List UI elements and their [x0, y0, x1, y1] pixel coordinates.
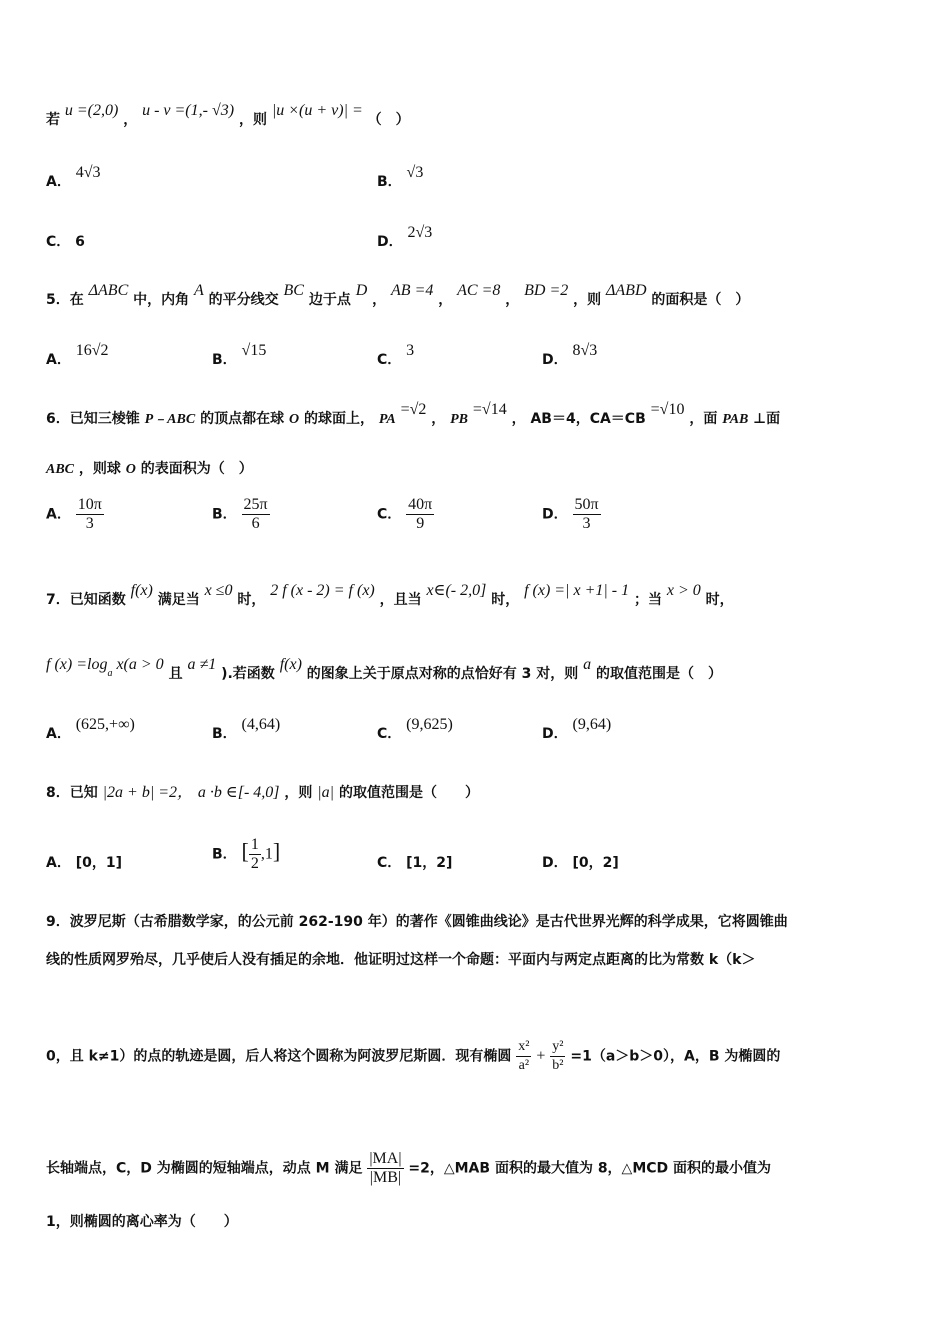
- q7-option-c[interactable]: C． (9,625): [377, 716, 453, 742]
- q6-option-b[interactable]: B． $\frac{25\pi}{6}$: [212, 496, 268, 532]
- q6-option-c[interactable]: C． $\frac{40\pi}{9}$: [377, 496, 433, 532]
- fraction: $\frac{1}{2}$: [250, 836, 259, 872]
- ellipse-y-fraction: $\frac{\text{y²}}{\text{b²}}$: [552, 1039, 564, 1073]
- q5-option-d[interactable]: D． 8√3: [542, 342, 598, 368]
- q6-stem-line1: 6．已知三棱锥 P﹣ABC 的顶点都在球 O 的球面上， PA =√2 ， PB =√14 ， AB＝4，CA＝CB =√10 ，面 PAB ⊥面: [46, 401, 781, 427]
- q5-option-a[interactable]: A． 16√2: [46, 342, 109, 368]
- ellipse-x-fraction: $\frac{\text{x²}}{\text{a²}}$: [518, 1039, 530, 1073]
- q7-option-b[interactable]: B． (4,64): [212, 716, 281, 742]
- q6-stem-line2: ABC ，则球 O 的表面积为（ ）: [46, 461, 253, 477]
- q9-line2: 线的性质网罗殆尽，几乎使后人没有插足的余地．他证明过这样一个命题：平面内与两定点距离的比为常数 k（k＞: [46, 952, 756, 968]
- q9-line3: 0，且 k≠1）的点的轨迹是圆，后人将这个圆称为阿波罗尼斯圆．现有椭圆 $\frac{\text{x²}}{\text{a²}}$ + $\frac{\text{y²}}{\text{b²}}$ =1（a＞b＞0），A，B 为椭圆的: [46, 1039, 781, 1073]
- q4-option-d[interactable]: D． 2√3: [377, 224, 433, 250]
- q9-line1: 9．波罗尼斯（古希腊数学家，的公元前 262-190 年）的著作《圆锥曲线论》是古代世界光辉的科学成果，它将圆锥曲: [46, 914, 788, 930]
- q9-line5: 1，则椭圆的离心率为（ ）: [46, 1214, 238, 1230]
- q8-stem: 8．已知 |2a + b| =2， a ·b ∈[- 4,0] ，则 |a| 的取值范围是（ ）: [46, 784, 479, 801]
- q6-option-a[interactable]: A． $\frac{10\pi}{3}$: [46, 496, 102, 532]
- q8-option-a[interactable]: A． [0，1]: [46, 855, 122, 871]
- fraction: $\frac{40\pi}{9}$: [408, 496, 433, 532]
- fraction: $\frac{50\pi}{3}$: [574, 496, 599, 532]
- q4-stem: 若 u =(2,0) ， u - v =(1,- √3) ，则 |u ×(u + v)| = （ ）: [46, 102, 410, 128]
- q6-option-d[interactable]: D． $\frac{50\pi}{3}$: [542, 496, 599, 532]
- fraction: $\frac{25\pi}{6}$: [243, 496, 268, 532]
- q4-option-b[interactable]: B． √3: [377, 164, 424, 190]
- q9-line4: 长轴端点，C，D 为椭圆的短轴端点，动点 M 满足 $\frac{|MA|}{|MB|}$ =2，△MAB 面积的最大值为 8，△MCD 面积的最小值为: [46, 1150, 772, 1186]
- q7-option-a[interactable]: A． (625,+∞): [46, 716, 135, 742]
- ratio-fraction: $\frac{|MA|}{|MB|}$: [369, 1150, 402, 1186]
- q7-stem-line2: f $(x) =\log_a$ x(a > 0 且 a ≠1 ).若函数 f(x) 的图象上关于原点对称的点恰好有 3 对，则 a 的取值范围是（ ）: [46, 656, 723, 682]
- q8-option-c[interactable]: C． [1，2]: [377, 855, 453, 871]
- q4-option-c[interactable]: C． 6: [46, 234, 85, 250]
- q4-option-a[interactable]: A． 4√3: [46, 164, 101, 190]
- q7-option-d[interactable]: D． (9,64): [542, 716, 612, 742]
- q7-stem-line1: 7．已知函数 f(x) 满足当 x ≤0 时， 2 f (x - 2) = f (x) ，且当 x∈(- 2,0] 时， f (x) =| x +1| - 1 ；当 x > 0 时，: [46, 582, 734, 608]
- q5-option-c[interactable]: C． 3: [377, 342, 415, 368]
- fraction: $\frac{10\pi}{3}$: [77, 496, 102, 532]
- q8-option-d[interactable]: D． [0，2]: [542, 855, 619, 871]
- q5-stem: 5．在 ΔABC 中，内角 A 的平分线交 BC 边于点 D ， AB =4 ， AC =8 ， BD =2 ，则 ΔABD 的面积是（ ）: [46, 282, 750, 308]
- q8-option-b[interactable]: B． [ $\frac{1}{2}$ ,1]: [212, 836, 281, 872]
- q5-option-b[interactable]: B． √15: [212, 342, 267, 368]
